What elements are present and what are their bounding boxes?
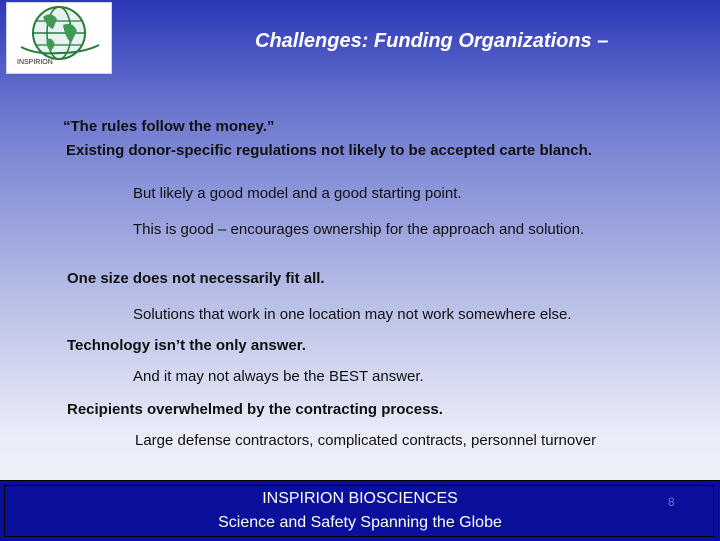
footer-bar xyxy=(0,480,720,541)
bullet-1: Existing donor-specific regulations not likely to be accepted carte blanch. xyxy=(66,142,592,159)
bullet-2-sub-1: Solutions that work in one location may not work somewhere else. xyxy=(133,306,572,323)
logo-lettering: INSPIRION xyxy=(17,59,53,66)
bullet-1-sub-1: But likely a good model and a good starting point. xyxy=(133,185,462,202)
bullet-4-sub-1: Large defense contractors, complicated contracts, personnel turnover xyxy=(135,432,597,449)
quote-text: “The rules follow the money.” xyxy=(63,118,275,135)
bullet-2: One size does not necessarily fit all. xyxy=(67,270,325,287)
bullet-3: Technology isn’t the only answer. xyxy=(67,337,306,354)
slide-title: Challenges: Funding Organizations – xyxy=(255,30,609,52)
bullet-3-sub-1: And it may not always be the BEST answer. xyxy=(133,368,424,385)
footer-company-name: INSPIRION BIOSCIENCES xyxy=(262,490,458,507)
page-number: 8 xyxy=(668,495,675,509)
company-logo xyxy=(6,2,112,74)
footer-tagline: Science and Safety Spanning the Globe xyxy=(218,514,502,531)
bullet-4: Recipients overwhelmed by the contracting process. xyxy=(67,401,443,418)
bullet-1-sub-2: This is good – encourages ownership for the approach and solution. xyxy=(133,221,585,238)
